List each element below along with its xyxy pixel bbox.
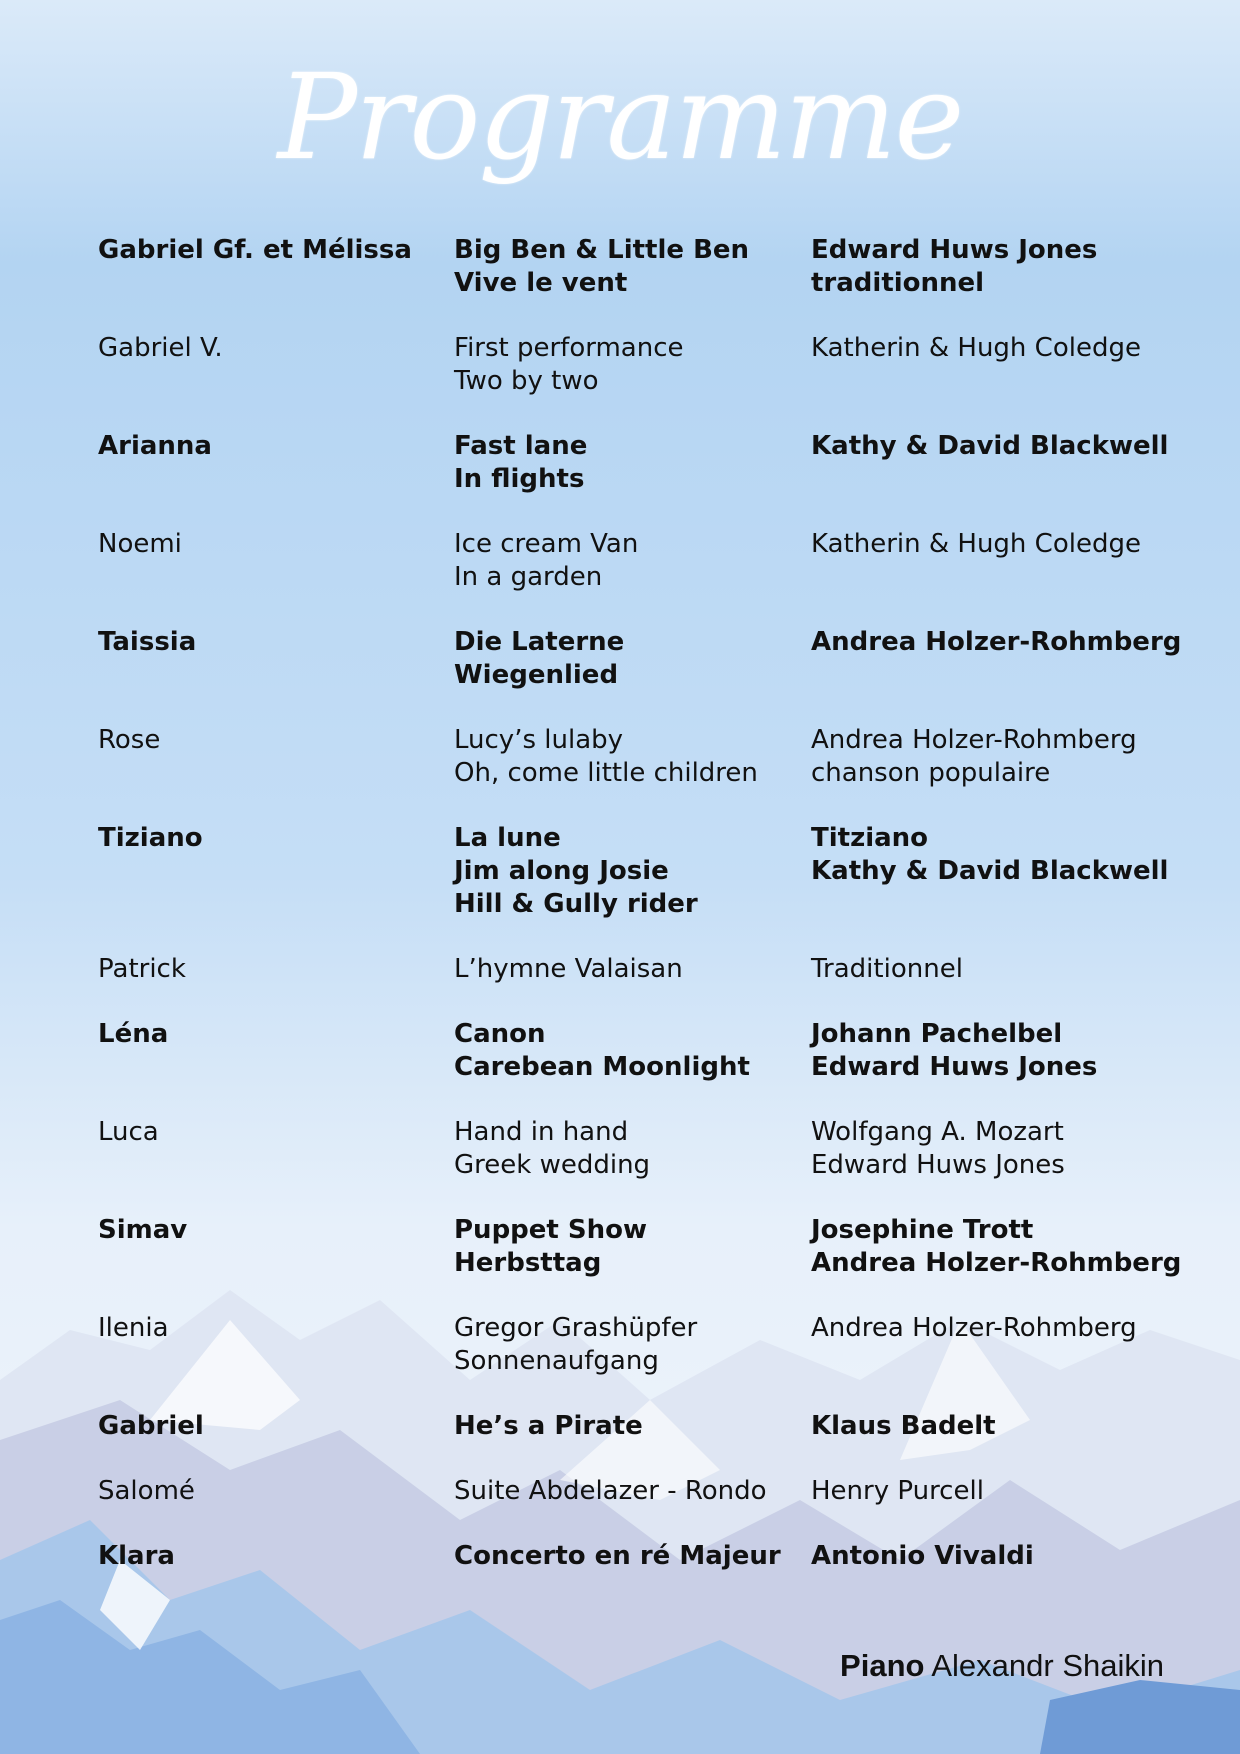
composer-list (811, 1018, 1198, 1084)
program-row (98, 1116, 1198, 1182)
composer-list (811, 528, 1198, 594)
composer-list (811, 1312, 1198, 1378)
piece-title: Carebean Moonlight (454, 1052, 750, 1082)
program-row (98, 332, 1198, 398)
composer-list (811, 430, 1198, 496)
piece-title: Big Ben & Little Ben (454, 235, 750, 265)
composer-name: Antonio Vivaldi (811, 1541, 1034, 1571)
composer-list (811, 234, 1198, 300)
piece-title: Ice cream Van (454, 529, 639, 559)
piece-title: Wiegenlied (454, 660, 619, 690)
composer-name: Andrea Holzer-Rohmberg (811, 1248, 1182, 1278)
piece-title: Lucy’s lulaby (454, 725, 624, 755)
piece-list (454, 1116, 811, 1182)
piece-title: Hand in hand (454, 1117, 629, 1147)
composer-list (811, 332, 1198, 398)
composer-name: Henry Purcell (811, 1476, 984, 1506)
composer-name: traditionnel (811, 268, 985, 298)
program-row (98, 1214, 1198, 1280)
performer-name: Salomé (98, 1476, 195, 1506)
composer-name: Johann Pachelbel (811, 1019, 1063, 1049)
composer-name: Kathy & David Blackwell (811, 856, 1169, 886)
program-row (98, 1475, 1198, 1508)
performer-name: Gabriel Gf. et Mélissa (98, 235, 412, 265)
program-row (98, 1540, 1198, 1573)
composer-name: Kathy & David Blackwell (811, 431, 1169, 461)
program-row (98, 1410, 1198, 1443)
piece-list (454, 332, 811, 398)
piece-list (454, 1214, 811, 1280)
piece-list (454, 528, 811, 594)
performer-name: Gabriel V. (98, 333, 223, 363)
composer-name: Katherin & Hugh Coledge (811, 333, 1141, 363)
piece-title: La lune (454, 823, 561, 853)
program-row (98, 1312, 1198, 1378)
program-row (98, 626, 1198, 692)
performer-name: Klara (98, 1541, 175, 1571)
program-row (98, 528, 1198, 594)
composer-list (811, 1475, 1198, 1508)
performer-name: Taissia (98, 627, 197, 657)
performer-name: Ilenia (98, 1313, 169, 1343)
piece-title: First performance (454, 333, 684, 363)
piece-list (454, 626, 811, 692)
piece-list (454, 1018, 811, 1084)
piece-title: Two by two (454, 366, 599, 396)
piece-title: In flights (454, 464, 585, 494)
piece-title: Hill & Gully rider (454, 889, 698, 919)
composer-list (811, 1410, 1198, 1443)
piece-list (454, 1312, 811, 1378)
piece-title: In a garden (454, 562, 603, 592)
composer-name: Traditionnel (811, 954, 963, 984)
piece-title: Oh, come little children (454, 758, 758, 788)
program-row (98, 953, 1198, 986)
program-row (98, 822, 1198, 921)
piece-list (454, 822, 811, 921)
piece-title: Sonnenaufgang (454, 1346, 659, 1376)
piece-title: He’s a Pirate (454, 1411, 643, 1441)
piece-title: Fast lane (454, 431, 588, 461)
piece-list (454, 1410, 811, 1443)
page-title: Programme (277, 48, 963, 186)
performer-name: Léna (98, 1019, 169, 1049)
piece-title: Gregor Grashüpfer (454, 1313, 698, 1343)
composer-list (811, 822, 1198, 921)
program-row (98, 234, 1198, 300)
composer-name: Edward Huws Jones (811, 235, 1098, 265)
program-row (98, 724, 1198, 790)
performer-name: Arianna (98, 431, 212, 461)
pianist-name: Alexandr Shaikin (931, 1648, 1164, 1683)
performer-name: Patrick (98, 954, 186, 984)
piece-title: Herbsttag (454, 1248, 602, 1278)
piece-list (454, 430, 811, 496)
composer-list (811, 1540, 1198, 1573)
performer-name: Simav (98, 1215, 188, 1245)
composer-name: Klaus Badelt (811, 1411, 996, 1441)
composer-name: Katherin & Hugh Coledge (811, 529, 1141, 559)
composer-list (811, 724, 1198, 790)
composer-name: Josephine Trott (811, 1215, 1034, 1245)
composer-name: chanson populaire (811, 758, 1051, 788)
piece-title: L’hymne Valaisan (454, 954, 683, 984)
piece-list (454, 234, 811, 300)
piece-list (454, 953, 811, 986)
piece-title: Greek wedding (454, 1150, 651, 1180)
piece-title: Canon (454, 1019, 546, 1049)
performer-name: Luca (98, 1117, 159, 1147)
piece-title: Jim along Josie (454, 856, 669, 886)
performer-name: Rose (98, 725, 161, 755)
composer-name: Edward Huws Jones (811, 1150, 1065, 1180)
composer-name: Andrea Holzer-Rohmberg (811, 627, 1182, 657)
piece-title: Concerto en ré Majeur (454, 1541, 781, 1571)
piece-list (454, 1540, 811, 1573)
program-row (98, 1018, 1198, 1084)
composer-list (811, 1214, 1198, 1280)
composer-name: Andrea Holzer-Rohmberg (811, 725, 1137, 755)
composer-name: Andrea Holzer-Rohmberg (811, 1313, 1137, 1343)
performer-name: Gabriel (98, 1411, 204, 1441)
composer-name: Wolfgang A. Mozart (811, 1117, 1064, 1147)
piece-list (454, 724, 811, 790)
performer-name: Noemi (98, 529, 182, 559)
piano-credit (840, 1648, 1164, 1684)
performer-name: Tiziano (98, 823, 203, 853)
composer-name: Titziano (811, 823, 929, 853)
composer-list (811, 1116, 1198, 1182)
piece-list (454, 1475, 811, 1508)
piece-title: Vive le vent (454, 268, 628, 298)
piece-title: Suite Abdelazer - Rondo (454, 1476, 767, 1506)
program-row (98, 430, 1198, 496)
program-table (98, 234, 1198, 1573)
piece-title: Die Laterne (454, 627, 625, 657)
composer-list (811, 953, 1198, 986)
composer-name: Edward Huws Jones (811, 1052, 1098, 1082)
composer-list (811, 626, 1198, 692)
piano-label: Piano (840, 1648, 925, 1683)
piece-title: Puppet Show (454, 1215, 648, 1245)
